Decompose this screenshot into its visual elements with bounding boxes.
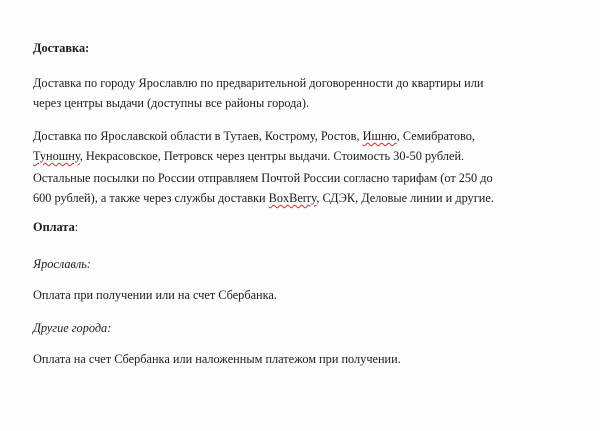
delivery-other-line-2-end: , СДЭК, Деловые линии и другие. [316, 191, 494, 205]
delivery-other-line-2-start: 600 рублей), а также через службы доставки [33, 191, 269, 205]
delivery-heading-text: Доставка: [33, 41, 90, 55]
delivery-region-paragraph [33, 126, 581, 166]
other-cities-payment-paragraph [33, 349, 581, 369]
delivery-region-line-1-start: Доставка по Ярославской области в Тутаев, Кострому, Ростов, [33, 129, 363, 143]
payment-heading [33, 217, 581, 237]
delivery-region-line-2-end: , Некрасовское, Петровск через центры выдачи. Стоимость 30-50 рублей. [79, 149, 465, 163]
yaroslavl-payment-paragraph [33, 285, 581, 305]
delivery-other-paragraph [33, 168, 581, 208]
delivery-other-line-1: Остальные посылки по России отправляем Почтой России согласно тарифам (от 250 до [33, 171, 493, 185]
yaroslavl-payment-text: Оплата при получении или на счет Сбербанка. [33, 288, 277, 302]
payment-heading-text: Оплата [33, 220, 75, 234]
other-cities-label-text: Другие города: [33, 321, 112, 335]
delivery-heading [33, 38, 581, 58]
yaroslavl-label-text: Ярославль: [33, 257, 91, 271]
other-cities-payment-text: Оплата на счет Сбербанка или наложенным платежом при получении. [33, 352, 401, 366]
delivery-region-line-1-end: , Семибратово, [396, 129, 475, 143]
delivery-city-paragraph [33, 73, 581, 113]
yaroslavl-label [33, 254, 581, 274]
misspelled-word-tunoshna: Туношну [33, 149, 80, 163]
misspelled-word-boxberry: BoxBerry [268, 191, 317, 205]
delivery-city-line-2: через центры выдачи (доступны все районы города). [33, 96, 310, 110]
misspelled-word-ishnya: Ишню [362, 129, 397, 143]
delivery-region-line-2 [33, 146, 581, 166]
delivery-other-line-2 [33, 188, 581, 208]
payment-heading-colon: : [74, 220, 79, 234]
payment-heading-line [33, 217, 581, 237]
other-cities-label [33, 318, 581, 338]
delivery-region-line-1 [33, 126, 581, 146]
delivery-city-line-1: Доставка по городу Ярославлю по предварительной договоренности до квартиры или [33, 76, 484, 90]
